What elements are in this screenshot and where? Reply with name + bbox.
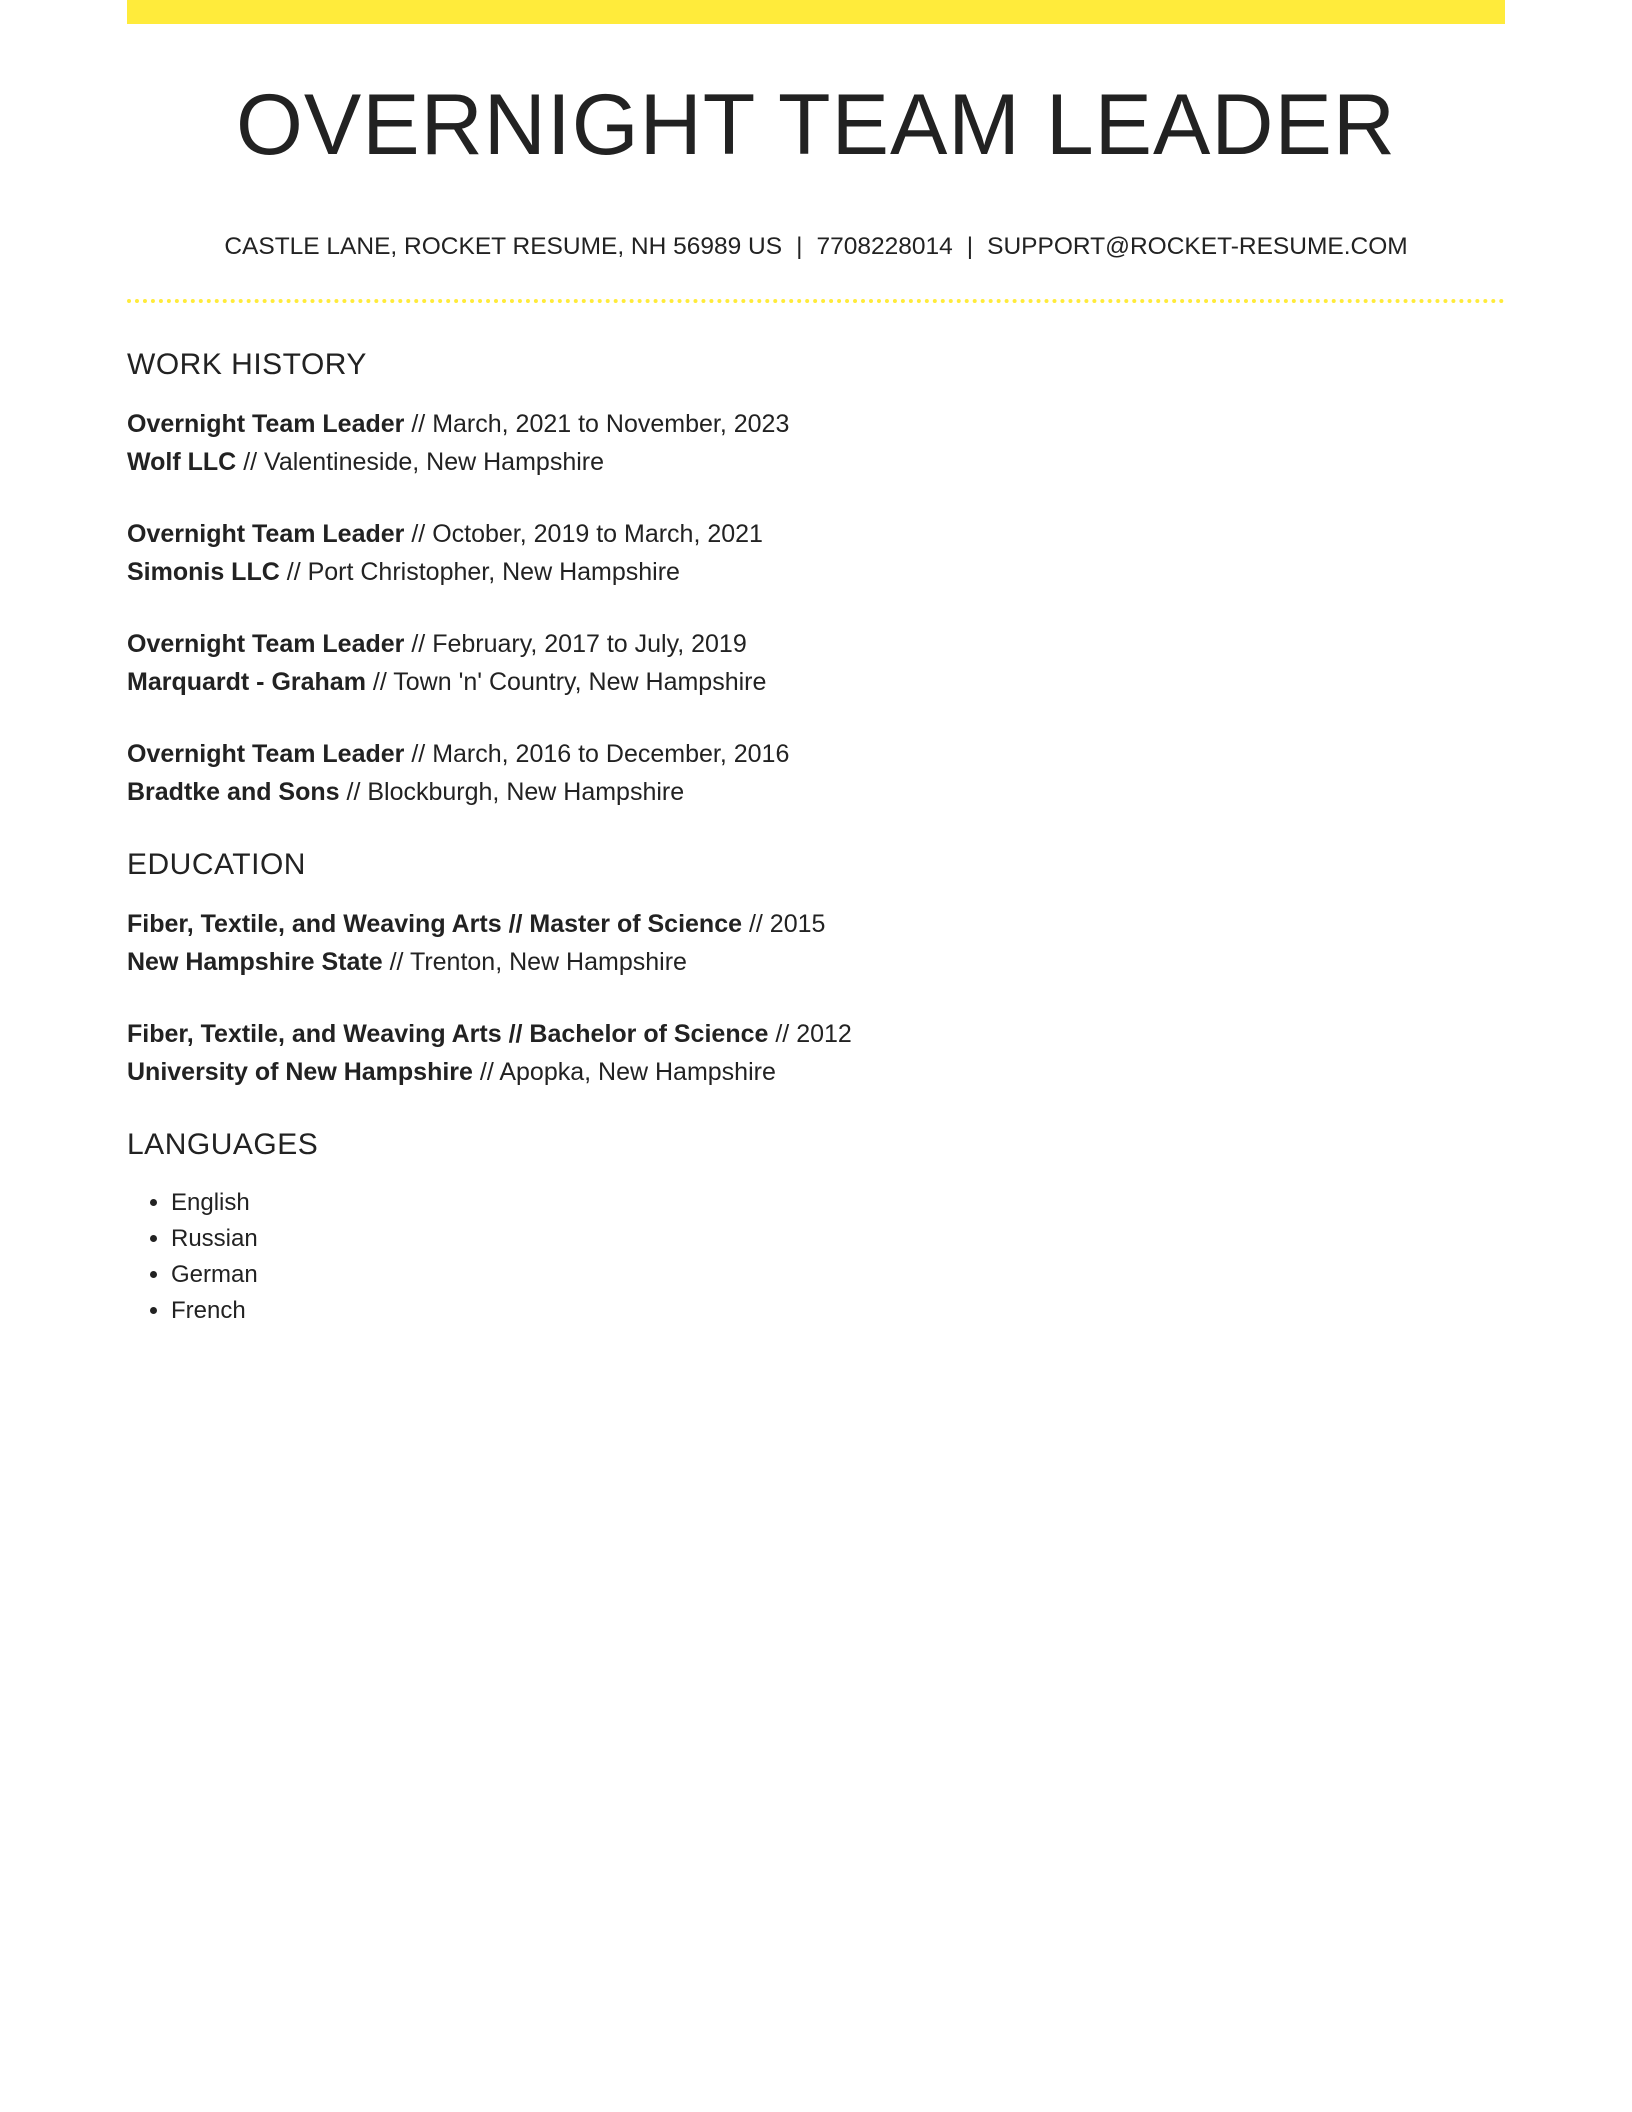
language-item: • English <box>171 1185 1505 1221</box>
languages-section <box>127 1127 1505 1329</box>
work-entry-title-line <box>127 515 1505 553</box>
work-entry <box>127 625 1505 701</box>
employer-name: Simonis LLC <box>127 558 280 587</box>
education-section <box>127 847 1505 1091</box>
languages-heading: LANGUAGES <box>127 1128 319 1162</box>
job-title: Overnight Team Leader <box>127 410 405 439</box>
job-dates: // March, 2021 to November, 2023 <box>411 410 790 439</box>
job-title: Overnight Team Leader <box>127 630 405 659</box>
education-school-line <box>127 943 1505 981</box>
degree-name: Fiber, Textile, and Weaving Arts // Bachelor of Science <box>127 1020 769 1049</box>
employer-name: Marquardt - Graham <box>127 668 366 697</box>
work-history-entries <box>127 405 1505 811</box>
employer-location: // Town 'n' Country, New Hampshire <box>372 668 767 697</box>
work-entry <box>127 405 1505 481</box>
contact-separator: | <box>966 233 974 260</box>
work-entry <box>127 515 1505 591</box>
employer-location: // Valentineside, New Hampshire <box>243 448 605 477</box>
degree-name: Fiber, Textile, and Weaving Arts // Master of Science <box>127 910 743 939</box>
resume-title: OVERNIGHT TEAM LEADER <box>236 77 1396 173</box>
education-degree-line <box>127 1015 1505 1053</box>
top-accent-bar <box>127 0 1505 24</box>
graduation-year: // 2012 <box>775 1020 852 1049</box>
employer-name: Wolf LLC <box>127 448 237 477</box>
education-school-line <box>127 1053 1505 1091</box>
education-entry <box>127 905 1505 981</box>
job-dates: // March, 2016 to December, 2016 <box>411 740 790 769</box>
work-history-section <box>127 347 1505 811</box>
contact-address: CASTLE LANE, ROCKET RESUME, NH 56989 US <box>224 233 783 260</box>
contact-line <box>127 232 1505 261</box>
resume-page <box>127 0 1505 1329</box>
language-item: • Russian <box>171 1221 1505 1257</box>
education-heading: EDUCATION <box>127 848 306 882</box>
work-entry-title-line <box>127 405 1505 443</box>
school-location: // Apopka, New Hampshire <box>479 1058 776 1087</box>
job-dates: // February, 2017 to July, 2019 <box>411 630 747 659</box>
language-item: • French <box>171 1293 1505 1329</box>
graduation-year: // 2015 <box>748 910 826 939</box>
education-entries <box>127 905 1505 1091</box>
employer-location: // Blockburgh, New Hampshire <box>346 778 685 807</box>
work-entry-employer-line <box>127 663 1505 701</box>
work-entry-employer-line <box>127 553 1505 591</box>
contact-phone: 7708228014 <box>816 233 953 260</box>
work-entry-employer-line <box>127 443 1505 481</box>
school-name: New Hampshire State <box>127 948 383 977</box>
school-location: // Trenton, New Hampshire <box>389 948 687 977</box>
work-history-heading: WORK HISTORY <box>127 348 367 382</box>
languages-list <box>127 1185 1505 1329</box>
dotted-divider <box>127 299 1505 303</box>
school-name: University of New Hampshire <box>127 1058 473 1087</box>
contact-email: SUPPORT@ROCKET-RESUME.COM <box>987 233 1408 260</box>
work-entry-title-line <box>127 625 1505 663</box>
language-item: • German <box>171 1257 1505 1293</box>
work-entry <box>127 735 1505 811</box>
contact-separator: | <box>796 233 803 260</box>
education-entry <box>127 1015 1505 1091</box>
education-degree-line <box>127 905 1505 943</box>
employer-location: // Port Christopher, New Hampshire <box>286 558 680 587</box>
work-entry-title-line <box>127 735 1505 773</box>
job-dates: // October, 2019 to March, 2021 <box>411 520 763 549</box>
job-title: Overnight Team Leader <box>127 520 405 549</box>
job-title: Overnight Team Leader <box>127 740 405 769</box>
employer-name: Bradtke and Sons <box>127 778 340 807</box>
work-entry-employer-line <box>127 773 1505 811</box>
